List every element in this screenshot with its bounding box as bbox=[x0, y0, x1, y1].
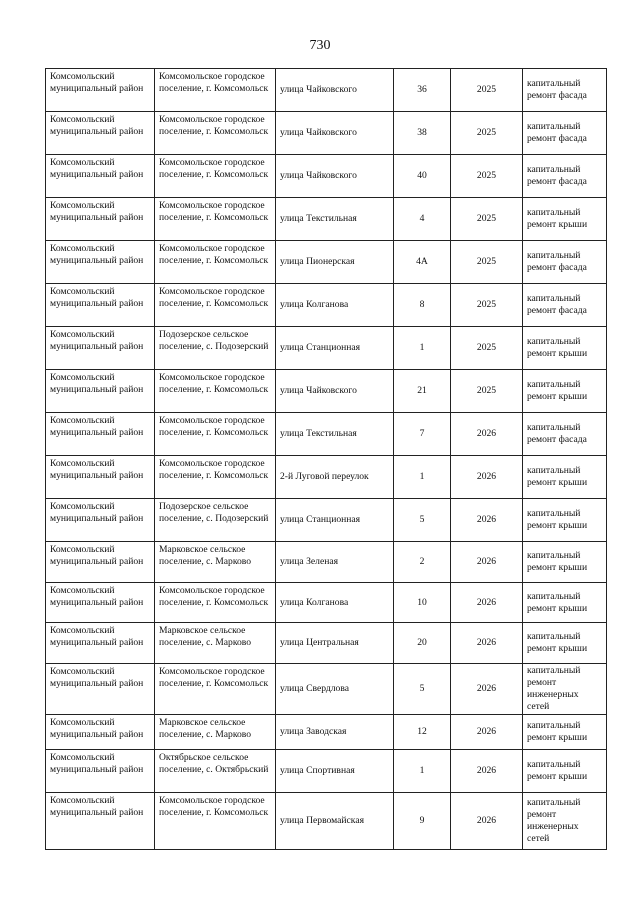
table-row bbox=[46, 198, 607, 241]
district-cell: Комсомольский муниципальный район bbox=[46, 456, 155, 499]
work-type-cell: капитальный ремонт инженерных сетей bbox=[523, 664, 607, 715]
street-cell: улица Центральная bbox=[276, 623, 394, 664]
work-type-cell: капитальный ремонт крыши bbox=[523, 715, 607, 750]
settlement-cell: Марковское сельское поселение, с. Марково bbox=[155, 542, 276, 583]
house-number-cell: 1 bbox=[394, 327, 451, 370]
district-cell: Комсомольский муниципальный район bbox=[46, 112, 155, 155]
settlement-cell: Подозерское сельское поселение, с. Подозерский bbox=[155, 327, 276, 370]
work-type-cell: капитальный ремонт инженерных сетей bbox=[523, 793, 607, 850]
settlement-cell: Комсомольское городское поселение, г. Комсомольск bbox=[155, 284, 276, 327]
table-row bbox=[46, 155, 607, 198]
table-row bbox=[46, 112, 607, 155]
district-cell: Комсомольский муниципальный район bbox=[46, 198, 155, 241]
street-cell: улица Текстильная bbox=[276, 198, 394, 241]
house-number-cell: 20 bbox=[394, 623, 451, 664]
house-number-cell: 1 bbox=[394, 456, 451, 499]
district-cell: Комсомольский муниципальный район bbox=[46, 413, 155, 456]
year-cell: 2026 bbox=[451, 715, 523, 750]
work-type-cell: капитальный ремонт крыши bbox=[523, 198, 607, 241]
year-cell: 2026 bbox=[451, 750, 523, 793]
work-type-cell: капитальный ремонт фасада bbox=[523, 241, 607, 284]
house-number-cell: 4А bbox=[394, 241, 451, 284]
district-cell: Комсомольский муниципальный район bbox=[46, 327, 155, 370]
street-cell: 2-й Луговой переулок bbox=[276, 456, 394, 499]
street-cell: улица Пионерская bbox=[276, 241, 394, 284]
house-number-cell: 9 bbox=[394, 793, 451, 850]
settlement-cell: Комсомольское городское поселение, г. Комсомольск bbox=[155, 793, 276, 850]
settlement-cell: Марковское сельское поселение, с. Марково bbox=[155, 715, 276, 750]
district-cell: Комсомольский муниципальный район bbox=[46, 284, 155, 327]
street-cell: улица Первомайская bbox=[276, 793, 394, 850]
year-cell: 2025 bbox=[451, 241, 523, 284]
work-type-cell: капитальный ремонт крыши bbox=[523, 623, 607, 664]
house-number-cell: 8 bbox=[394, 284, 451, 327]
street-cell: улица Заводская bbox=[276, 715, 394, 750]
house-number-cell: 38 bbox=[394, 112, 451, 155]
year-cell: 2026 bbox=[451, 413, 523, 456]
settlement-cell: Октябрьское сельское поселение, с. Октябрьский bbox=[155, 750, 276, 793]
year-cell: 2026 bbox=[451, 793, 523, 850]
work-type-cell: капитальный ремонт крыши bbox=[523, 583, 607, 623]
settlement-cell: Марковское сельское поселение, с. Марково bbox=[155, 623, 276, 664]
street-cell: улица Станционная bbox=[276, 499, 394, 542]
street-cell: улица Чайковского bbox=[276, 155, 394, 198]
street-cell: улица Свердлова bbox=[276, 664, 394, 715]
street-cell: улица Станционная bbox=[276, 327, 394, 370]
repair-schedule-table bbox=[45, 68, 607, 850]
work-type-cell: капитальный ремонт фасада bbox=[523, 155, 607, 198]
house-number-cell: 21 bbox=[394, 370, 451, 413]
table-row bbox=[46, 327, 607, 370]
work-type-cell: капитальный ремонт крыши bbox=[523, 750, 607, 793]
district-cell: Комсомольский муниципальный район bbox=[46, 499, 155, 542]
house-number-cell: 5 bbox=[394, 499, 451, 542]
work-type-cell: капитальный ремонт фасада bbox=[523, 284, 607, 327]
year-cell: 2025 bbox=[451, 198, 523, 241]
table-row bbox=[46, 623, 607, 664]
year-cell: 2026 bbox=[451, 456, 523, 499]
district-cell: Комсомольский муниципальный район bbox=[46, 542, 155, 583]
year-cell: 2026 bbox=[451, 623, 523, 664]
house-number-cell: 1 bbox=[394, 750, 451, 793]
house-number-cell: 40 bbox=[394, 155, 451, 198]
year-cell: 2026 bbox=[451, 583, 523, 623]
year-cell: 2025 bbox=[451, 69, 523, 112]
settlement-cell: Комсомольское городское поселение, г. Комсомольск bbox=[155, 413, 276, 456]
settlement-cell: Комсомольское городское поселение, г. Комсомольск bbox=[155, 370, 276, 413]
district-cell: Комсомольский муниципальный район bbox=[46, 715, 155, 750]
table-row bbox=[46, 542, 607, 583]
year-cell: 2025 bbox=[451, 327, 523, 370]
work-type-cell: капитальный ремонт крыши bbox=[523, 327, 607, 370]
district-cell: Комсомольский муниципальный район bbox=[46, 750, 155, 793]
table-row bbox=[46, 413, 607, 456]
work-type-cell: капитальный ремонт крыши bbox=[523, 456, 607, 499]
settlement-cell: Комсомольское городское поселение, г. Комсомольск bbox=[155, 198, 276, 241]
work-type-cell: капитальный ремонт крыши bbox=[523, 542, 607, 583]
table-row bbox=[46, 456, 607, 499]
table-row bbox=[46, 284, 607, 327]
work-type-cell: капитальный ремонт фасада bbox=[523, 69, 607, 112]
year-cell: 2026 bbox=[451, 542, 523, 583]
district-cell: Комсомольский муниципальный район bbox=[46, 69, 155, 112]
year-cell: 2025 bbox=[451, 155, 523, 198]
table-row bbox=[46, 664, 607, 715]
settlement-cell: Комсомольское городское поселение, г. Комсомольск bbox=[155, 241, 276, 284]
district-cell: Комсомольский муниципальный район bbox=[46, 370, 155, 413]
year-cell: 2025 bbox=[451, 284, 523, 327]
settlement-cell: Комсомольское городское поселение, г. Комсомольск bbox=[155, 664, 276, 715]
year-cell: 2026 bbox=[451, 499, 523, 542]
settlement-cell: Комсомольское городское поселение, г. Комсомольск bbox=[155, 69, 276, 112]
settlement-cell: Комсомольское городское поселение, г. Комсомольск bbox=[155, 112, 276, 155]
district-cell: Комсомольский муниципальный район bbox=[46, 241, 155, 284]
district-cell: Комсомольский муниципальный район bbox=[46, 793, 155, 850]
year-cell: 2025 bbox=[451, 370, 523, 413]
district-cell: Комсомольский муниципальный район bbox=[46, 583, 155, 623]
house-number-cell: 36 bbox=[394, 69, 451, 112]
street-cell: улица Чайковского bbox=[276, 112, 394, 155]
table-row bbox=[46, 241, 607, 284]
work-type-cell: капитальный ремонт фасада bbox=[523, 112, 607, 155]
page-number: 730 bbox=[309, 38, 331, 53]
work-type-cell: капитальный ремонт крыши bbox=[523, 370, 607, 413]
settlement-cell: Комсомольское городское поселение, г. Комсомольск bbox=[155, 456, 276, 499]
district-cell: Комсомольский муниципальный район bbox=[46, 155, 155, 198]
work-type-cell: капитальный ремонт фасада bbox=[523, 413, 607, 456]
house-number-cell: 2 bbox=[394, 542, 451, 583]
street-cell: улица Чайковского bbox=[276, 370, 394, 413]
street-cell: улица Текстильная bbox=[276, 413, 394, 456]
settlement-cell: Комсомольское городское поселение, г. Комсомольск bbox=[155, 155, 276, 198]
street-cell: улица Чайковского bbox=[276, 69, 394, 112]
year-cell: 2025 bbox=[451, 112, 523, 155]
district-cell: Комсомольский муниципальный район bbox=[46, 664, 155, 715]
street-cell: улица Колганова bbox=[276, 284, 394, 327]
table-row bbox=[46, 69, 607, 112]
work-type-cell: капитальный ремонт крыши bbox=[523, 499, 607, 542]
district-cell: Комсомольский муниципальный район bbox=[46, 623, 155, 664]
settlement-cell: Подозерское сельское поселение, с. Подозерский bbox=[155, 499, 276, 542]
table-row bbox=[46, 715, 607, 750]
street-cell: улица Зеленая bbox=[276, 542, 394, 583]
street-cell: улица Спортивная bbox=[276, 750, 394, 793]
house-number-cell: 4 bbox=[394, 198, 451, 241]
table-row bbox=[46, 793, 607, 850]
year-cell: 2026 bbox=[451, 664, 523, 715]
house-number-cell: 10 bbox=[394, 583, 451, 623]
table-row bbox=[46, 583, 607, 623]
table-row bbox=[46, 750, 607, 793]
table-row bbox=[46, 499, 607, 542]
house-number-cell: 5 bbox=[394, 664, 451, 715]
house-number-cell: 7 bbox=[394, 413, 451, 456]
settlement-cell: Комсомольское городское поселение, г. Комсомольск bbox=[155, 583, 276, 623]
table-row bbox=[46, 370, 607, 413]
street-cell: улица Колганова bbox=[276, 583, 394, 623]
house-number-cell: 12 bbox=[394, 715, 451, 750]
